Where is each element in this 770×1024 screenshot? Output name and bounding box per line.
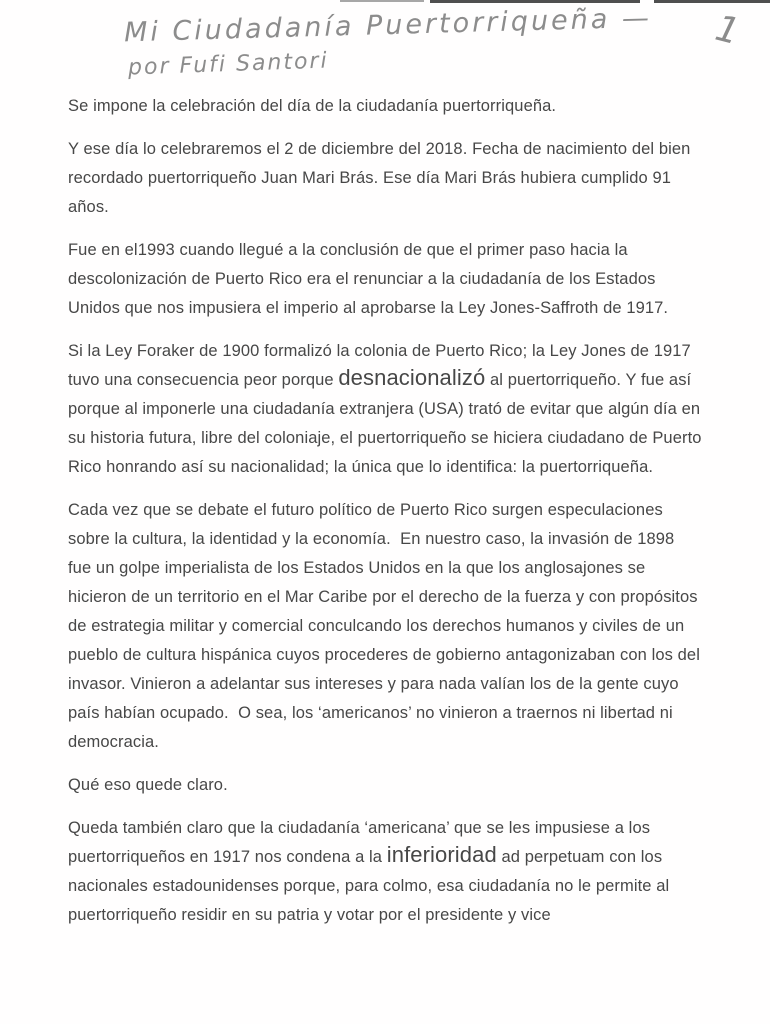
scanner-edge-artifact bbox=[430, 0, 640, 3]
paragraph-text: Cada vez que se debate el futuro político de Puerto Rico surgen especulaciones sobre la cultura, la identidad y la economía. En nuestro caso, la invasión de 1898 fue un golpe imperialista de los Estados Unidos en la que los anglosajones se hicieron de un territorio en el Mar Caribe por el derecho de la fuerza y con propósitos de estrategia militar y comercial conculcando los derechos humanos y civiles de un pueblo de cultura hispánica cuyos procederes de gobierno antagonizaban con los del invasor. Vinieron a adelantar sus intereses y para nada valían los de la gente cuyo país habían ocupado. O sea, los ‘americanos’ no vinieron a traernos ni libertad ni democracia. bbox=[68, 501, 700, 751]
paragraph-text: Y ese día lo celebraremos el 2 de diciembre del 2018. Fecha de nacimiento del bien recordado puertorriqueño Juan Mari Brás. Ese día Mari Brás hubiera cumplido 91 años. bbox=[68, 140, 691, 216]
paragraph-text: al puertorriqueño. Y fue así porque al imponerle una ciudadanía extranjera (USA) trató de evitar que algún día en su historia futura, libre del coloniaje, el puertorriqueño se hiciera ciudadano de Puerto Rico honrando así su nacionalidad; la única que lo identifica: la puertorriqueña. bbox=[68, 371, 702, 476]
handwritten-page-number: 1 bbox=[711, 7, 744, 54]
paragraph bbox=[68, 135, 702, 222]
handwritten-title: Mi Ciudadanía Puertorriqueña — bbox=[123, 2, 653, 49]
emphasized-word: inferioridad bbox=[386, 842, 497, 867]
paragraph bbox=[68, 337, 702, 482]
scanner-edge-artifact bbox=[340, 0, 424, 2]
handwritten-byline: por Fufi Santori bbox=[127, 48, 330, 81]
paragraph-text: Fue en el1993 cuando llegué a la conclusión de que el primer paso hacia la descolonización de Puerto Rico era el renunciar a la ciudadanía de los Estados Unidos que nos impusiera el imperio al aprobarse la Ley Jones-Saffroth de 1917. bbox=[68, 241, 669, 317]
paragraph bbox=[68, 236, 702, 323]
paragraph bbox=[68, 92, 702, 121]
paragraph-text: ad perpetuam con los nacionales estadounidenses porque, para colmo, esa ciudadanía no le permite al puertorriqueño residir en su patria y votar por el presidente y vice bbox=[68, 848, 670, 924]
emphasized-word: desnacionalizó bbox=[338, 365, 486, 390]
scanner-edge-artifact bbox=[654, 0, 770, 3]
paragraph bbox=[68, 814, 702, 930]
paragraph bbox=[68, 771, 702, 800]
paragraph-text: Se impone la celebración del día de la ciudadanía puertorriqueña. bbox=[68, 97, 557, 115]
paragraph bbox=[68, 496, 702, 757]
paragraph-text: Queda también claro que la ciudadanía ‘americana’ que se les impusiese a los puertorriqueños en 1917 nos condena a la bbox=[68, 819, 651, 866]
document-body bbox=[68, 92, 702, 944]
paragraph-text: Si la Ley Foraker de 1900 formalizó la colonia de Puerto Rico; la Ley Jones de 1917 tuvo una consecuencia peor porque bbox=[68, 342, 691, 389]
paragraph-text: Qué eso quede claro. bbox=[68, 776, 228, 794]
